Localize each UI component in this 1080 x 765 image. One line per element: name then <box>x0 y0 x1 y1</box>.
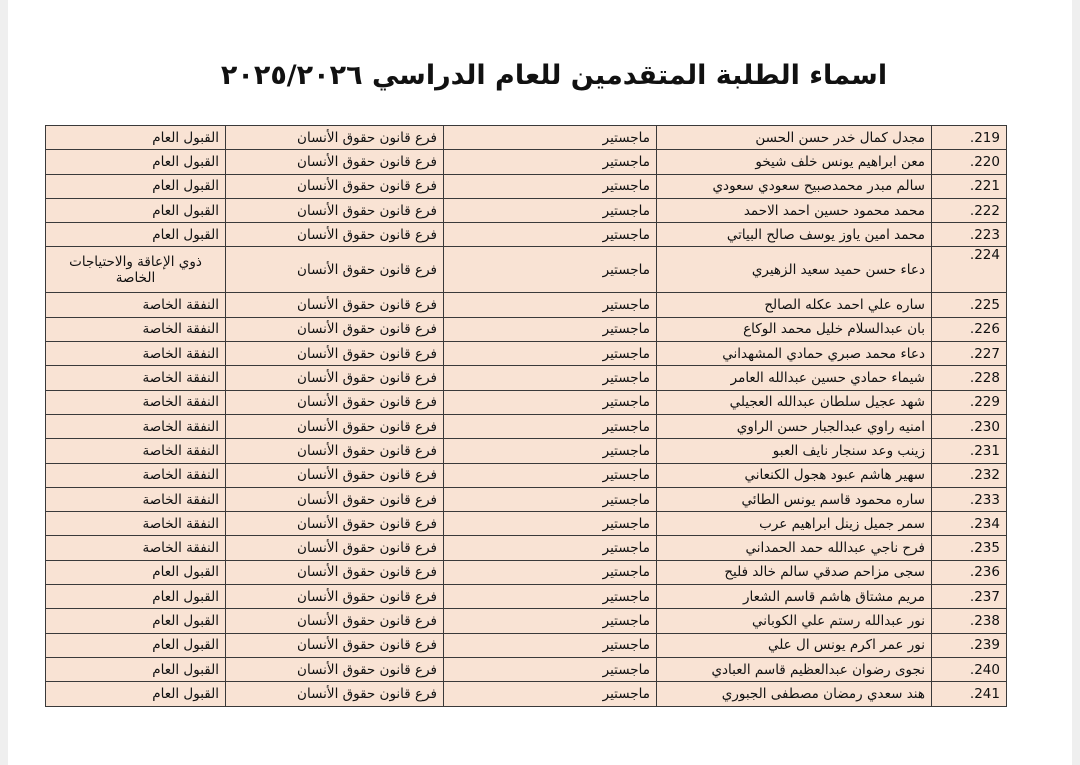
student-name: دعاء حسن حميد سعيد الزهيري <box>657 247 932 293</box>
table-row <box>46 223 1007 247</box>
table-row <box>46 657 1007 681</box>
admission-channel-cell: القبول العام <box>46 174 226 198</box>
table-row <box>46 487 1007 511</box>
branch-cell: فرع قانون حقوق الأنسان <box>226 198 444 222</box>
branch-cell: فرع قانون حقوق الأنسان <box>226 366 444 390</box>
branch-cell: فرع قانون حقوق الأنسان <box>226 560 444 584</box>
admission-channel-cell: القبول العام <box>46 223 226 247</box>
student-name: شيماء حمادي حسين عبدالله العامر <box>657 366 932 390</box>
table-row <box>46 633 1007 657</box>
degree-cell: ماجستير <box>444 198 657 222</box>
table-row <box>46 609 1007 633</box>
student-name: فرح ناجي عبدالله حمد الحمداني <box>657 536 932 560</box>
student-name: سجى مزاحم صدقي سالم خالد فليح <box>657 560 932 584</box>
row-number: 221. <box>932 174 1007 198</box>
row-number: 233. <box>932 487 1007 511</box>
row-number: 225. <box>932 293 1007 317</box>
students-table-body <box>46 126 1007 707</box>
student-name: سمر جميل زينل ابراهيم عرب <box>657 512 932 536</box>
row-number: 238. <box>932 609 1007 633</box>
degree-cell: ماجستير <box>444 174 657 198</box>
admission-channel-cell: النفقة الخاصة <box>46 414 226 438</box>
student-name: شهد عجيل سلطان عبدالله العجيلي <box>657 390 932 414</box>
admission-channel-cell: القبول العام <box>46 633 226 657</box>
branch-cell: فرع قانون حقوق الأنسان <box>226 657 444 681</box>
admission-channel-cell: النفقة الخاصة <box>46 293 226 317</box>
table-row <box>46 247 1007 293</box>
row-number: 228. <box>932 366 1007 390</box>
student-name: معن ابراهيم يونس خلف شيخو <box>657 150 932 174</box>
table-row <box>46 150 1007 174</box>
row-number: 229. <box>932 390 1007 414</box>
branch-cell: فرع قانون حقوق الأنسان <box>226 512 444 536</box>
admission-channel-cell: النفقة الخاصة <box>46 390 226 414</box>
admission-channel-cell: القبول العام <box>46 560 226 584</box>
degree-cell: ماجستير <box>444 317 657 341</box>
admission-channel-cell: النفقة الخاصة <box>46 366 226 390</box>
table-row <box>46 585 1007 609</box>
table-row <box>46 293 1007 317</box>
admission-channel-cell: القبول العام <box>46 585 226 609</box>
student-name: سالم مبدر محمدصبيح سعودي سعودي <box>657 174 932 198</box>
student-name: هند سعدي رمضان مصطفى الجبوري <box>657 682 932 706</box>
student-name: بان عبدالسلام خليل محمد الوكاع <box>657 317 932 341</box>
row-number: 224. <box>932 247 1007 293</box>
branch-cell: فرع قانون حقوق الأنسان <box>226 317 444 341</box>
admission-channel-cell: القبول العام <box>46 682 226 706</box>
row-number: 227. <box>932 342 1007 366</box>
students-table <box>45 125 1007 707</box>
branch-cell: فرع قانون حقوق الأنسان <box>226 126 444 150</box>
row-number: 230. <box>932 414 1007 438</box>
table-row <box>46 536 1007 560</box>
admission-channel-cell: القبول العام <box>46 198 226 222</box>
student-name: مجدل كمال خدر حسن الحسن <box>657 126 932 150</box>
table-row <box>46 512 1007 536</box>
row-number: 223. <box>932 223 1007 247</box>
table-row <box>46 198 1007 222</box>
admission-channel-cell: ذوي الإعاقة والاحتياجات الخاصة <box>46 247 226 293</box>
page-title: اسماء الطلبة المتقدمين للعام الدراسي ٢٠٢٥/٢٠٢٦ <box>220 60 888 91</box>
degree-cell: ماجستير <box>444 366 657 390</box>
branch-cell: فرع قانون حقوق الأنسان <box>226 342 444 366</box>
admission-channel-cell: النفقة الخاصة <box>46 512 226 536</box>
student-name: محمد امين ياوز يوسف صالح البياتي <box>657 223 932 247</box>
branch-cell: فرع قانون حقوق الأنسان <box>226 150 444 174</box>
admission-channel-cell: النفقة الخاصة <box>46 536 226 560</box>
degree-cell: ماجستير <box>444 657 657 681</box>
row-number: 239. <box>932 633 1007 657</box>
row-number: 234. <box>932 512 1007 536</box>
student-name: امنيه راوي عبدالجبار حسن الراوي <box>657 414 932 438</box>
degree-cell: ماجستير <box>444 390 657 414</box>
branch-cell: فرع قانون حقوق الأنسان <box>226 223 444 247</box>
degree-cell: ماجستير <box>444 512 657 536</box>
row-number: 232. <box>932 463 1007 487</box>
row-number: 240. <box>932 657 1007 681</box>
row-number: 219. <box>932 126 1007 150</box>
degree-cell: ماجستير <box>444 126 657 150</box>
admission-channel-cell: النفقة الخاصة <box>46 317 226 341</box>
admission-channel-cell: القبول العام <box>46 657 226 681</box>
table-row <box>46 560 1007 584</box>
row-number: 226. <box>932 317 1007 341</box>
degree-cell: ماجستير <box>444 536 657 560</box>
branch-cell: فرع قانون حقوق الأنسان <box>226 682 444 706</box>
student-name: نور عبدالله رستم علي الكوباني <box>657 609 932 633</box>
degree-cell: ماجستير <box>444 223 657 247</box>
admission-channel-cell: القبول العام <box>46 150 226 174</box>
row-number: 241. <box>932 682 1007 706</box>
row-number: 237. <box>932 585 1007 609</box>
branch-cell: فرع قانون حقوق الأنسان <box>226 487 444 511</box>
admission-channel-cell: النفقة الخاصة <box>46 342 226 366</box>
degree-cell: ماجستير <box>444 560 657 584</box>
degree-cell: ماجستير <box>444 585 657 609</box>
degree-cell: ماجستير <box>444 414 657 438</box>
degree-cell: ماجستير <box>444 487 657 511</box>
student-name: ساره علي احمد عكله الصالح <box>657 293 932 317</box>
branch-cell: فرع قانون حقوق الأنسان <box>226 414 444 438</box>
row-number: 231. <box>932 439 1007 463</box>
branch-cell: فرع قانون حقوق الأنسان <box>226 293 444 317</box>
degree-cell: ماجستير <box>444 293 657 317</box>
branch-cell: فرع قانون حقوق الأنسان <box>226 390 444 414</box>
student-name: زينب وعد سنجار نايف العبو <box>657 439 932 463</box>
table-row <box>46 682 1007 706</box>
student-name: سهير هاشم عبود هجول الكنعاني <box>657 463 932 487</box>
table-row <box>46 414 1007 438</box>
degree-cell: ماجستير <box>444 633 657 657</box>
branch-cell: فرع قانون حقوق الأنسان <box>226 463 444 487</box>
row-number: 235. <box>932 536 1007 560</box>
branch-cell: فرع قانون حقوق الأنسان <box>226 633 444 657</box>
degree-cell: ماجستير <box>444 682 657 706</box>
table-row <box>46 174 1007 198</box>
branch-cell: فرع قانون حقوق الأنسان <box>226 609 444 633</box>
student-name: دعاء محمد صبري حمادي المشهداني <box>657 342 932 366</box>
document-page <box>8 0 1072 765</box>
table-row <box>46 366 1007 390</box>
student-name: ساره محمود قاسم يونس الطائي <box>657 487 932 511</box>
row-number: 220. <box>932 150 1007 174</box>
degree-cell: ماجستير <box>444 463 657 487</box>
row-number: 236. <box>932 560 1007 584</box>
branch-cell: فرع قانون حقوق الأنسان <box>226 585 444 609</box>
student-name: نور عمر اكرم يونس ال علي <box>657 633 932 657</box>
branch-cell: فرع قانون حقوق الأنسان <box>226 536 444 560</box>
branch-cell: فرع قانون حقوق الأنسان <box>226 174 444 198</box>
admission-channel-cell: القبول العام <box>46 609 226 633</box>
table-row <box>46 342 1007 366</box>
student-name: مريم مشتاق هاشم قاسم الشعار <box>657 585 932 609</box>
table-row <box>46 126 1007 150</box>
admission-channel-cell: النفقة الخاصة <box>46 487 226 511</box>
table-row <box>46 463 1007 487</box>
admission-channel-cell: القبول العام <box>46 126 226 150</box>
degree-cell: ماجستير <box>444 150 657 174</box>
branch-cell: فرع قانون حقوق الأنسان <box>226 247 444 293</box>
degree-cell: ماجستير <box>444 247 657 293</box>
admission-channel-cell: النفقة الخاصة <box>46 463 226 487</box>
branch-cell: فرع قانون حقوق الأنسان <box>226 439 444 463</box>
degree-cell: ماجستير <box>444 609 657 633</box>
row-number: 222. <box>932 198 1007 222</box>
table-row <box>46 317 1007 341</box>
table-row <box>46 439 1007 463</box>
admission-channel-cell: النفقة الخاصة <box>46 439 226 463</box>
student-name: نجوى رضوان عبدالعظيم قاسم العبادي <box>657 657 932 681</box>
table-row <box>46 390 1007 414</box>
degree-cell: ماجستير <box>444 439 657 463</box>
degree-cell: ماجستير <box>444 342 657 366</box>
student-name: محمد محمود حسين احمد الاحمد <box>657 198 932 222</box>
